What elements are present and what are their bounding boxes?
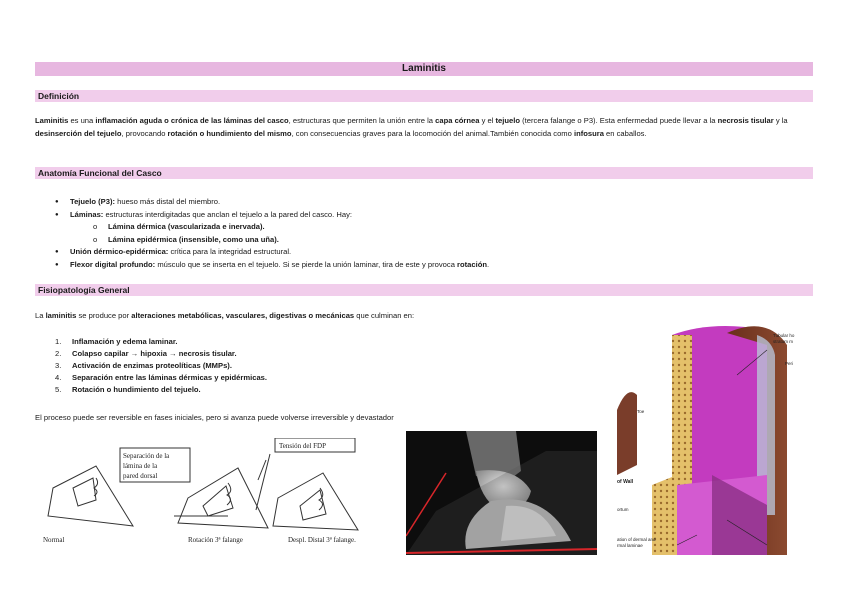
fdp-tension-line [256,454,270,510]
normal-lamina [94,478,98,496]
anatomy-list [55,196,755,271]
list-item: 1. Inflamación y edema laminar. [55,337,178,346]
caption-rotation: Rotación 3ª falange [188,536,243,544]
list-subitem: o Lámina dérmica (vascularizada e inervada). [55,221,755,234]
page-title: Laminitis [35,62,813,76]
closing-text: El proceso puede ser reversible en fases iniciales, pero si avanza puede volverse irreversible y devastador [35,413,394,422]
list-item: ● Unión dérmico-epidérmica: crítica para la integridad estructural. [55,246,755,259]
label-sep-3: pared dorsal [123,472,158,480]
list-item: 4. Separación entre las láminas dérmicas y epidérmicas. [55,373,268,382]
anat-label-7: ation of dermal and [617,537,656,542]
label-sep-1: Separación de la [123,452,170,460]
normal-bone-outline [73,478,96,506]
pathology-steps [55,336,267,396]
list-item: ● Láminas: estructuras interdigitadas que anclan el tejuelo a la pared del casco. Hay: [55,209,755,222]
hoof-anatomy-illustration [617,315,817,555]
hoof-diagram [38,438,368,548]
anat-label-4: Toe [637,409,645,414]
xray-image [406,431,597,555]
section-heading-fisiopatologia: Fisiopatología General [35,284,813,296]
anat-label-1: Tubular ho [773,333,795,338]
displacement-hoof-outline [273,473,358,530]
anat-label-2: stratum m [773,339,794,344]
anat-label-5: of Wall [617,479,634,485]
label-sep-2: lámina de la [123,462,158,470]
section-heading-anatomia: Anatomía Funcional del Casco [35,167,813,179]
list-subitem: o Lámina epidérmica (insensible, como una uña). [55,234,755,247]
fisio-intro: La laminitis se produce por alteraciones metabólicas, vasculares, digestivas o mecánicas que culminan en: [35,311,415,320]
anat-label-6: ortum [617,507,629,512]
list-item: 3. Activación de enzimas proteolíticas (MMPs). [55,361,232,370]
caption-displacement: Despl. Distal 3ª falange. [288,536,356,544]
caption-normal: Normal [43,536,65,544]
rotation-lamina [227,483,231,505]
rotation-hoof-outline [178,468,268,528]
section-heading-definicion: Definición [35,90,813,102]
list-item: 2. Colapso capilar → hipoxia → necrosis tisular. [55,349,237,358]
list-item: ● Flexor digital profundo: músculo que se inserta en el tejuelo. Si se pierde la unión laminar, tira de este y provoca rotación. [55,259,755,272]
fdp-arrow-line [258,460,266,480]
label-fdp: Tensión del FDP [279,442,326,450]
list-item: ● Tejuelo (P3): hueso más distal del miembro. [55,196,755,209]
list-item: 5. Rotación o hundimiento del tejuelo. [55,385,201,394]
definition-paragraph: Laminitis es una inflamación aguda o crónica de las láminas del casco, estructuras que permiten la unión entre la capa córnea y el tejuelo (tercera falange o P3). Esta enfermedad puede llevar a la necrosis tisular y la desinserción del tejuelo, provocando rotación o hundimiento del mismo, con consecuencias graves para la locomoción del animal.También conocida como infosura en caballos. [35,116,788,138]
rotation-bone-outline [203,486,233,516]
anat-label-3: Peri [785,361,794,366]
anat-label-8: rmal laminae [617,543,643,548]
